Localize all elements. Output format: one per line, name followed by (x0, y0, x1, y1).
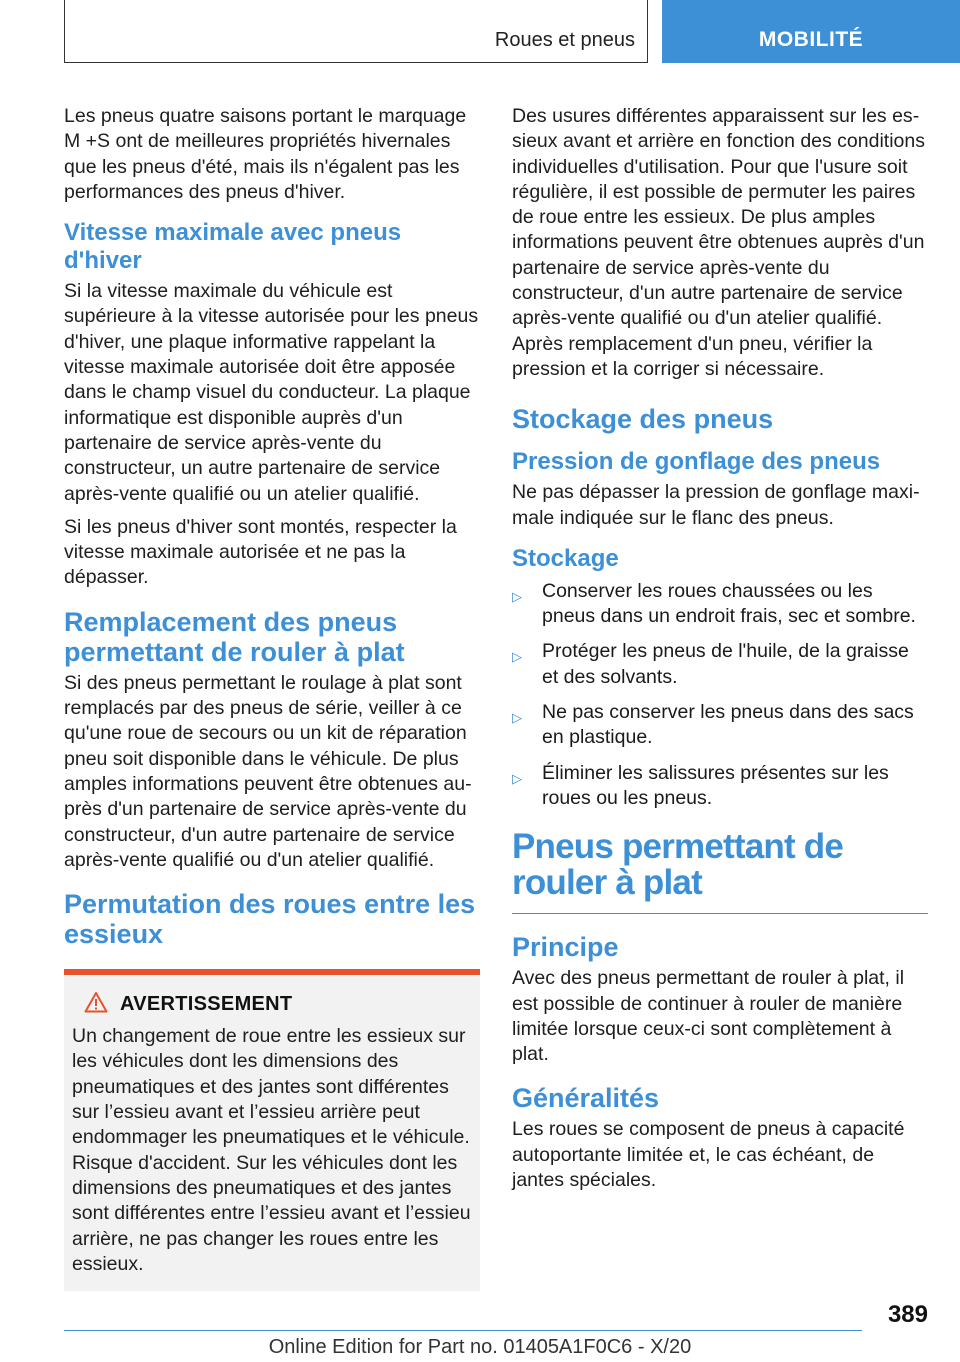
heading-stockage: Stockage (512, 544, 619, 572)
heading-generalites: Généralités (512, 1083, 660, 1114)
list-item (512, 579, 928, 630)
usures-paragraph: Des usures différentes apparaissent sur les essieux avant et arrière en fonction des conditions individuelles d'utilisation. Pour que l'usure soit régulière, il est possible de permuter les paires de roue entre les essieux. De plus amples informations peuvent être obtenues auprès d'un partenaire de service après-vente du constructeur, d'un autre partenaire de service après-vente qualifié ou d'un atelier qualifié. Après remplacement d'un pneu, vérifier la pression et la corriger si nécessaire. (512, 105, 925, 380)
list-item-text: Protéger les pneus de l'huile, de la graisse et des solvants. (542, 640, 909, 688)
page-number: 389 (887, 1301, 928, 1328)
heading-pression: Pression de gonflage des pneus (512, 448, 881, 476)
stockage-list (512, 579, 928, 811)
generalites-paragraph: Les roues se composent de pneus à capacité autoportante limitée et, le cas échéant, de jantes spéciales. (512, 1118, 905, 1192)
heading-pneus-plat: Pneus permettant de rouler à plat (512, 827, 843, 903)
heading-permutation: Permutation des roues entre les essieux (64, 889, 476, 950)
list-item (512, 761, 928, 812)
warning-text: Un changement de roue entre les essieux sur les véhicules dont les dimensions des pneumatiques et des jantes sont différentes sur l’essieu avant et l’essieu arrière peut endommager les pneumatiques et le véhicule. Risque d'accident. Sur les véhicules dont les dimensions des pneumatiques et des jantes sont différentes entre l’essieu avant et l’essieu arrière, ne pas changer les roues entre les essieux. (72, 1025, 471, 1275)
triangle-right-icon: ▷ (512, 710, 522, 726)
header-section-title: Roues et pneus (494, 29, 635, 51)
warning-triangle-icon (84, 991, 108, 1018)
list-item-text: Ne pas conserver les pneus dans des sacs en plastique. (542, 701, 914, 749)
list-item-text: Conserver les roues chaussées ou les pneus dans un endroit frais, sec et sombre. (542, 579, 916, 628)
footer-rule (64, 1330, 862, 1331)
triangle-right-icon: ▷ (512, 649, 522, 665)
vitesse-paragraph-2: Si les pneus d'hiver sont montés, respecter la vitesse maximale autorisée et ne pas la dépasser. (64, 515, 457, 589)
header-chapter-tab: MOBILITÉ (662, 0, 960, 63)
intro-paragraph: Les pneus quatre saisons portant le marquage M +S ont de meilleures propriétés hivernales que les pneus d'été, mais ils n'égalent pas les performances des pneus d'hiver. (64, 105, 467, 203)
list-item (512, 700, 928, 751)
warning-header (72, 991, 472, 1018)
triangle-right-icon: ▷ (512, 770, 522, 786)
warning-title: AVERTISSEMENT (120, 993, 293, 1016)
warning-box (64, 969, 480, 1291)
heading-stockage-pneus: Stockage des pneus (512, 404, 774, 435)
right-column (512, 104, 928, 1201)
list-item-text: Éliminer les salissures présentes sur les roues ou les pneus. (542, 761, 889, 809)
heading-rule (512, 913, 928, 914)
vitesse-paragraph-1: Si la vitesse maximale du véhicule est supérieure à la vitesse autorisée pour les pneus d'hiver, une plaque informative rappelant la vitesse maximale autorisée doit être apposée dans le champ visuel du conducteur. La plaque informatique est disponible auprès d'un partenaire de service après-vente du constructeur, un autre partenaire de service après-vente qualifié ou un atelier qualifié. (64, 280, 479, 505)
pression-paragraph: Ne pas dépasser la pression de gonflage maximale indiquée sur le flanc des pneus. (512, 481, 920, 529)
heading-vitesse-maximale: Vitesse maximale avec pneus d'hiver (64, 219, 402, 275)
footer-edition-text: Online Edition for Part no. 01405A1F0C6 - X/20 (268, 1336, 692, 1358)
list-item (512, 639, 928, 690)
heading-remplacement: Remplacement des pneus permettant de rouler à plat (64, 606, 405, 667)
triangle-right-icon: ▷ (512, 588, 522, 604)
left-column (64, 104, 480, 1291)
heading-principe: Principe (512, 932, 619, 963)
principe-paragraph: Avec des pneus permettant de rouler à plat, il est possible de continuer à rouler de manière limitée lorsque ceux-ci sont complètement à plat. (512, 967, 905, 1066)
remplacement-paragraph: Si des pneus permettant le roulage à plat sont remplacés par des pneus de série, veiller à ce qu'une roue de secours ou un kit de réparation pneu soit disponible dans le véhicule. De plus amples informations peuvent être obtenues auprès d'un partenaire de service après-vente du constructeur, d'un autre partenaire de service après-vente qualifié ou d'un atelier qualifié. (64, 671, 472, 871)
